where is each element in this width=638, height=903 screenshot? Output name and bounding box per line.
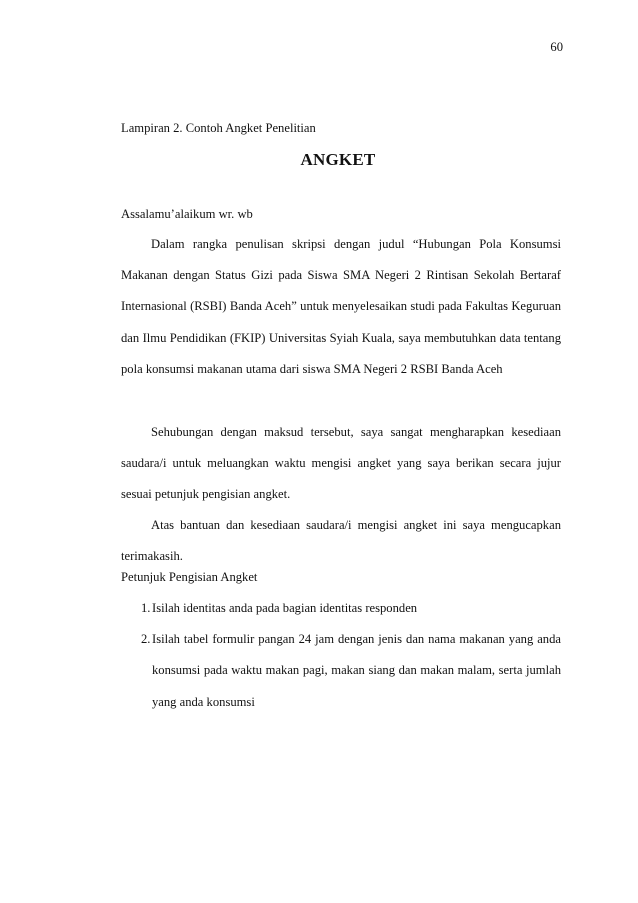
paragraph-request [121,417,561,511]
list-item-number: 1. [141,601,151,615]
page-number: 60 [550,40,563,54]
greeting: Assalamu’alaikum wr. wb [121,207,253,221]
paragraph-intro-text: Dalam rangka penulisan skripsi dengan judul “Hubungan Pola Konsumsi Makanan dengan Status Gizi pada Siswa SMA Negeri 2 Rintisan Sekolah Bertaraf Internasional (RSBI) Banda Aceh” untuk menyelesaikan studi pada Fakultas Keguruan dan Ilmu Pendidikan (FKIP) Universitas Syiah Kuala, saya membutuhkan data tentang pola konsumsi makanan utama dari siswa SMA Negeri 2 RSBI Banda Aceh [121,237,561,376]
paragraph-request-text: Sehubungan dengan maksud tersebut, saya sangat mengharapkan kesediaan saudara/i untuk meluangkan waktu mengisi angket yang saya berikan secara jujur sesuai petunjuk pengisian angket. [121,425,561,502]
paragraph-thanks [121,510,561,572]
list-item-number: 2. [141,632,151,647]
list-item-text: Isilah identitas anda pada bagian identitas responden [152,601,418,615]
appendix-caption: Lampiran 2. Contoh Angket Penelitian [121,121,316,135]
paragraph-intro [121,229,561,385]
list-item [121,624,561,718]
list-item [121,593,561,624]
paragraph-thanks-text: Atas bantuan dan kesediaan saudara/i mengisi angket ini saya mengucapkan terimakasih. [121,518,561,564]
instructions-heading: Petunjuk Pengisian Angket [121,570,258,584]
instructions-list [121,593,561,718]
list-item-text: Isilah tabel formulir pangan 24 jam dengan jenis dan nama makanan yang anda konsumsi pada waktu makan pagi, makan siang dan makan malam, serta jumlah yang anda konsumsi [152,632,561,709]
document-title: ANGKET [300,150,376,169]
